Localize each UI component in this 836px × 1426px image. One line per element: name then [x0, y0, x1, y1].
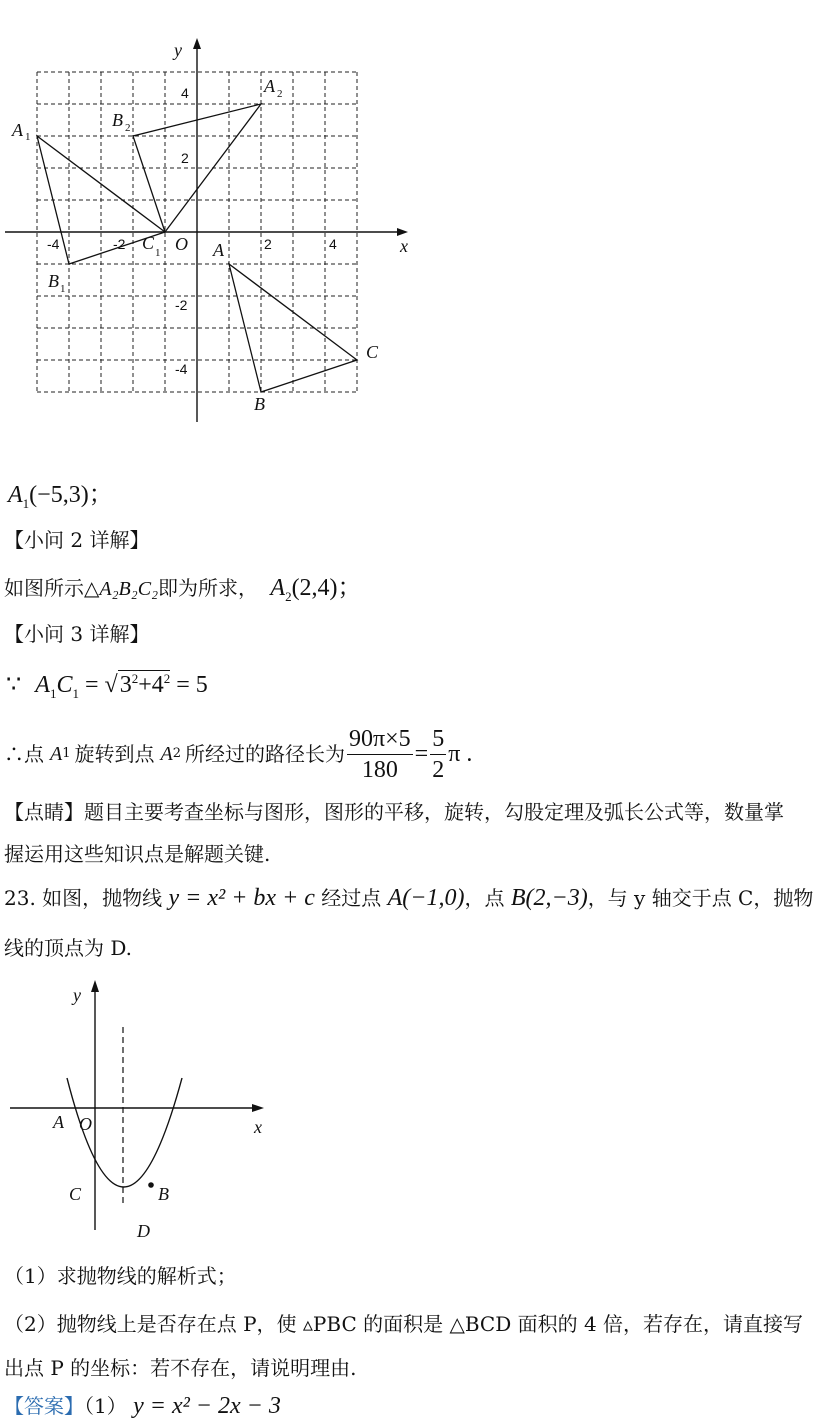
- arc-equals: =: [414, 741, 429, 767]
- q3-header: 【小问 3 详解】: [4, 622, 150, 646]
- coordinate-grid-figure: [0, 30, 420, 430]
- q23-rest: ，与 y 轴交于点 C，抛物: [587, 886, 814, 910]
- answer-line: [4, 1392, 281, 1420]
- arc-post-text: 所经过的路径长为: [185, 742, 345, 766]
- sqrt-symbol-icon: √: [104, 672, 118, 698]
- fig2-c-label: C: [69, 1184, 82, 1204]
- q2-a2-sub: 2: [285, 588, 292, 604]
- q23-line-2: 线的顶点为 D.: [4, 936, 133, 960]
- point-a2-sub: 2: [277, 88, 283, 100]
- fig2-y-label: y: [73, 985, 81, 1005]
- tick-x-2: 2: [264, 236, 272, 252]
- q2-pre: 如图所示△: [4, 576, 100, 600]
- arc-length-line: [4, 722, 472, 786]
- answer-tag: 【答案】: [4, 1394, 84, 1418]
- q23-intro: 23. 如图，抛物线: [4, 886, 163, 910]
- sqrt-plus-4: +4: [138, 672, 164, 698]
- tick-x-neg2: -2: [113, 236, 126, 252]
- sub-question-1: （1）求抛物线的解析式；: [4, 1264, 237, 1288]
- tick-y-neg2: -2: [175, 297, 188, 313]
- fig2-o-label: O: [79, 1114, 92, 1134]
- arc-fraction-2: [430, 724, 446, 785]
- q23-line-1: [4, 884, 813, 912]
- point-b-dot: [148, 1182, 154, 1188]
- point-c1-sub: 1: [155, 247, 161, 259]
- equals-sign: =: [84, 672, 99, 698]
- frac1-numerator: 90π×5: [347, 724, 413, 755]
- q23-through: 经过点: [321, 886, 382, 910]
- frac2-denominator: 2: [432, 756, 445, 783]
- arc-a2-sub: 2: [172, 746, 181, 761]
- q2-a2-letter: A: [270, 575, 286, 601]
- tick-y-neg4: -4: [175, 361, 188, 377]
- point-b2-sub: 2: [125, 122, 131, 134]
- a1-subscript: 1: [22, 495, 30, 511]
- fig2-b-label: B: [158, 1184, 169, 1204]
- pythagoras-line: [6, 670, 208, 702]
- tick-y-2: 2: [181, 150, 189, 166]
- tick-y-4: 4: [181, 85, 189, 101]
- sqrt-body: [118, 670, 171, 699]
- arc-pi: π .: [448, 741, 473, 767]
- sub-question-2-line-2: 出点 P 的坐标：若不存在，请说明理由.: [4, 1356, 357, 1380]
- comment-line-2: 握运用这些知识点是解题关键.: [4, 842, 271, 866]
- point-a1-label: A: [12, 120, 23, 140]
- y-axis-label: y: [174, 40, 182, 60]
- a1-coord: (−5,3)；: [29, 482, 113, 508]
- point-c1-label: C: [142, 233, 155, 253]
- q23-point-b: B(2,−3): [510, 885, 588, 911]
- arc-mid-text: 旋转到点: [74, 742, 155, 766]
- q2-mid: 即为所求，: [158, 576, 259, 600]
- because-symbol: ∵: [6, 672, 22, 698]
- point-c-label: C: [366, 342, 379, 362]
- a1c1-c: C: [56, 672, 73, 698]
- answer-equation: y = x² − 2x − 3: [133, 1393, 281, 1419]
- tick-x-neg4: -4: [47, 236, 60, 252]
- comment-line-1: 【点睛】题目主要考查坐标与图形，图形的平移，旋转，勾股定理及弧长公式等，数量掌: [4, 800, 784, 824]
- y-axis-arrow-icon: [193, 38, 201, 49]
- point-b1-label: B: [48, 271, 59, 291]
- sqrt-3: 3: [119, 672, 132, 698]
- q23-comma: ，点: [464, 886, 505, 910]
- q2-a2-coord: (2,4)；: [291, 575, 362, 601]
- q23-equation: y = x² + bx + c: [168, 885, 315, 911]
- a1c1-sub-c: 1: [72, 685, 79, 701]
- q23-point-a: A(−1,0): [387, 885, 465, 911]
- point-a-label: A: [213, 240, 224, 260]
- a1-letter: A: [8, 482, 23, 508]
- point-a1-sub: 1: [25, 131, 31, 143]
- point-b-label: B: [254, 394, 265, 414]
- q2-header: 【小问 2 详解】: [4, 528, 150, 552]
- sqrt-3-sup: 2: [131, 671, 139, 686]
- a1c1-sub-a: 1: [49, 685, 57, 701]
- x-axis-label: x: [400, 236, 408, 256]
- sub-question-2-line-1: （2）抛物线上是否存在点 P，使 ▵PBC 的面积是 △BCD 面积的 4 倍，若存在，请直接写: [4, 1312, 804, 1336]
- arc-a2: A: [160, 743, 173, 765]
- therefore-text: ∴点: [4, 742, 44, 766]
- pythagoras-result: = 5: [176, 672, 208, 698]
- point-b1-sub: 1: [60, 283, 66, 295]
- point-a2-label: A: [264, 76, 275, 96]
- x-axis-arrow-icon: [397, 228, 408, 236]
- a1-coordinate-line: [8, 474, 113, 512]
- arc-a1: A: [50, 743, 63, 765]
- fig2-d-label: D: [137, 1221, 150, 1241]
- point-b2-label: B: [112, 110, 123, 130]
- sqrt-4-sup: 2: [163, 671, 171, 686]
- y-axis-2-arrow-icon: [91, 980, 99, 992]
- fig2-x-label: x: [254, 1117, 262, 1137]
- parabola-figure: [0, 975, 280, 1250]
- origin-label: O: [175, 234, 188, 254]
- tick-x-4: 4: [329, 236, 337, 252]
- answer-number: （1）: [84, 1394, 127, 1418]
- frac2-numerator: 5: [430, 724, 446, 755]
- q2-answer-line: [4, 574, 362, 611]
- arc-a1-sub: 1: [62, 746, 71, 761]
- q2-triangle: A₂B₂C₂: [99, 578, 159, 600]
- frac1-denominator: 180: [361, 756, 398, 783]
- arc-fraction-1: [347, 724, 413, 785]
- a1c1-a: A: [35, 672, 50, 698]
- fig2-a-label: A: [53, 1112, 64, 1132]
- x-axis-2-arrow-icon: [252, 1104, 264, 1112]
